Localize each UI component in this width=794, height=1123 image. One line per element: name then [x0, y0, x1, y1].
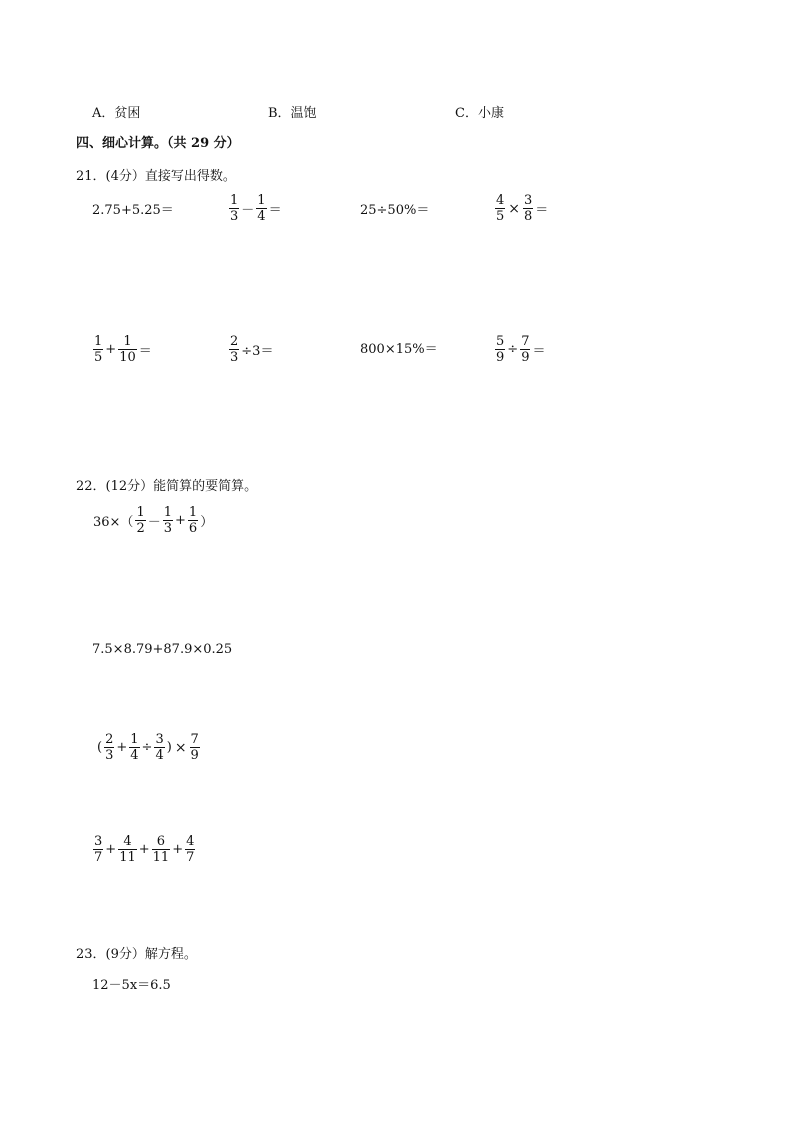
operator: ÷	[507, 342, 519, 357]
fraction	[93, 834, 103, 865]
operator: ×	[508, 200, 521, 217]
q21-problem-6	[228, 334, 274, 365]
fraction	[188, 505, 198, 536]
q22-header: 22．(12分）能简算的要简算。	[76, 479, 258, 494]
operator: ÷	[141, 740, 153, 755]
q23-header: 23．(9分）解方程。	[76, 947, 197, 962]
section-title: 四、细心计算。（共 29 分）	[76, 136, 240, 151]
operator: +	[116, 740, 128, 755]
fraction	[495, 193, 505, 224]
fraction	[154, 732, 164, 763]
operator: +	[175, 513, 186, 528]
fraction	[520, 334, 530, 365]
fraction	[190, 732, 200, 763]
denominator: 7	[186, 850, 195, 865]
q22-expression-2: 7.5×8.79+87.9×0.25	[92, 642, 233, 657]
denominator: 11	[119, 850, 136, 865]
numerator: 3	[524, 193, 533, 208]
q21-problem-8	[494, 334, 546, 365]
denominator: 9	[190, 748, 199, 763]
operator: －	[241, 203, 255, 218]
numerator: 1	[230, 193, 239, 208]
numerator: 7	[190, 732, 199, 747]
denominator: 3	[163, 521, 173, 536]
numerator: 2	[230, 334, 239, 349]
equals: ＝	[532, 344, 546, 359]
denominator: 9	[496, 350, 505, 365]
numerator: 1	[130, 732, 139, 747]
numerator: 1	[123, 334, 132, 349]
operator-rest: ÷3＝	[241, 344, 274, 359]
operator: ×	[174, 739, 187, 756]
denominator: 5	[94, 350, 103, 365]
q22-expression-1	[92, 505, 214, 536]
equals: ＝	[535, 203, 549, 218]
numerator: 3	[155, 732, 164, 747]
close-paren: )	[166, 740, 172, 755]
fraction	[104, 732, 114, 763]
operator: +	[105, 842, 117, 857]
numerator: 4	[123, 834, 132, 849]
denominator: 8	[524, 209, 533, 224]
denominator: 2	[136, 521, 145, 536]
denominator: 5	[496, 209, 505, 224]
numerator: 1	[94, 334, 103, 349]
denominator: 6	[188, 521, 198, 536]
q21-problem-2	[228, 193, 283, 224]
q21-problem-5	[92, 334, 153, 365]
option-a: A．贫困	[92, 106, 141, 121]
numerator: 6	[156, 834, 166, 849]
q21-problem-3: 25÷50%＝	[360, 203, 430, 218]
fraction	[229, 193, 239, 224]
fraction	[118, 334, 137, 365]
fraction	[495, 334, 505, 365]
open-paren: (	[97, 740, 103, 755]
operator: +	[105, 342, 117, 357]
close-paren: ）	[200, 515, 214, 530]
q22-expression-4	[92, 834, 196, 865]
fraction	[93, 334, 103, 365]
fraction	[129, 732, 139, 763]
operator: +	[172, 842, 184, 857]
numerator: 1	[188, 505, 198, 520]
denominator: 9	[521, 350, 530, 365]
fraction	[523, 193, 533, 224]
denominator: 3	[230, 209, 239, 224]
numerator: 1	[136, 505, 145, 520]
numerator: 3	[94, 834, 103, 849]
q21-problem-4	[494, 193, 549, 224]
lead: 36×（	[93, 515, 134, 530]
operator: +	[138, 842, 150, 857]
denominator: 7	[94, 850, 103, 865]
denominator: 4	[130, 748, 139, 763]
denominator: 3	[230, 350, 239, 365]
q21-header: 21．(4分）直接写出得数。	[76, 169, 236, 184]
fraction	[229, 334, 239, 365]
denominator: 4	[257, 209, 266, 224]
equals: ＝	[138, 344, 152, 359]
q22-expression-3	[96, 732, 201, 763]
denominator: 3	[105, 748, 114, 763]
option-c: C．小康	[455, 106, 504, 121]
numerator: 7	[521, 334, 530, 349]
denominator: 4	[155, 748, 164, 763]
numerator: 1	[163, 505, 173, 520]
denominator: 10	[119, 350, 136, 365]
q21-problem-7: 800×15%＝	[360, 342, 438, 357]
numerator: 4	[496, 193, 505, 208]
equals: ＝	[268, 203, 282, 218]
option-b: B．温饱	[268, 106, 317, 121]
numerator: 2	[105, 732, 114, 747]
fraction	[163, 505, 173, 536]
fraction	[185, 834, 195, 865]
fraction	[256, 193, 266, 224]
operator: －	[147, 515, 161, 530]
fraction	[152, 834, 171, 865]
fraction	[118, 834, 137, 865]
numerator: 4	[186, 834, 195, 849]
denominator: 11	[152, 850, 170, 865]
q23-equation-1: 12－5x＝6.5	[92, 978, 171, 993]
numerator: 1	[257, 193, 266, 208]
numerator: 5	[496, 334, 505, 349]
q21-problem-1: 2.75+5.25＝	[92, 203, 174, 218]
fraction	[135, 505, 145, 536]
